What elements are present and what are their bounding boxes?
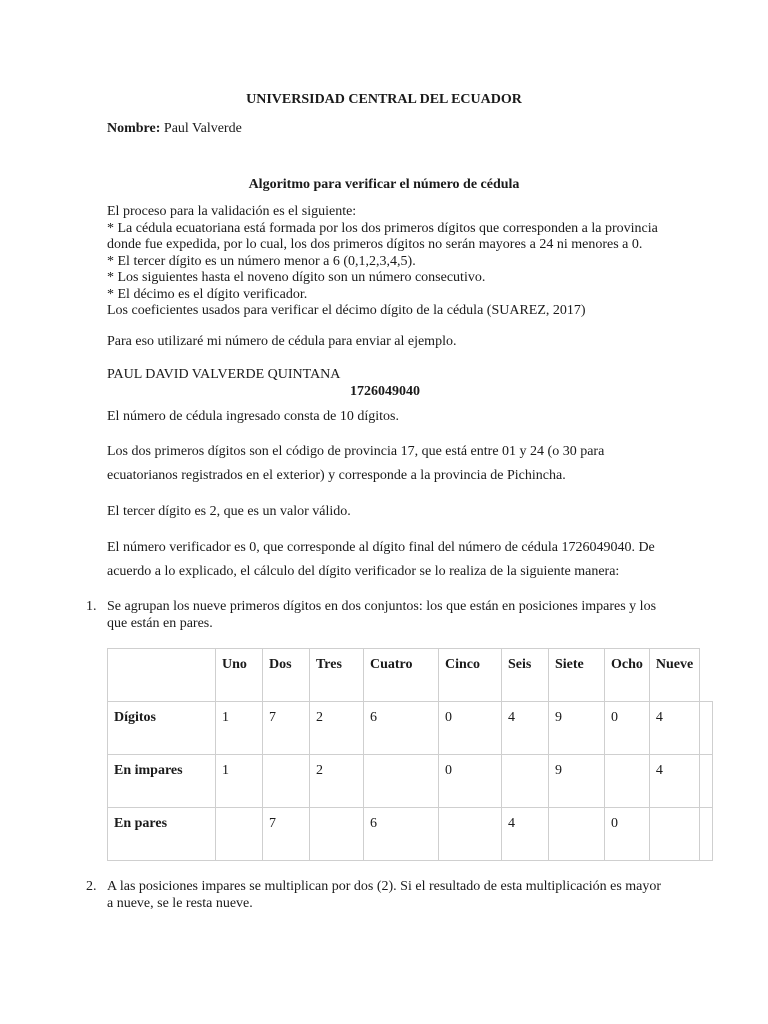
table-cell: 4 (649, 702, 699, 755)
id-number: 1726049040 (350, 384, 420, 399)
table-spacer-cell (700, 649, 713, 702)
list-item-text: a nueve, se le resta nueve. (107, 895, 253, 911)
table-cell (364, 755, 439, 808)
table-cell: 4 (649, 755, 699, 808)
row-label: En impares (108, 755, 216, 808)
table-spacer-cell (700, 755, 713, 808)
table-header-cell: Tres (310, 649, 364, 702)
table-cell: 4 (502, 702, 549, 755)
table-header-cell (108, 649, 216, 702)
table-header-cell: Siete (549, 649, 605, 702)
table-cell: 1 (216, 702, 263, 755)
paragraph-verifier: acuerdo a lo explicado, el cálculo del dígito verificador se lo realiza de la siguiente manera: (107, 564, 620, 579)
intro-line: * El décimo es el dígito verificador. (107, 286, 308, 302)
table-header-cell: Seis (502, 649, 549, 702)
table-cell (216, 808, 263, 861)
list-item-text: A las posiciones impares se multiplican por dos (2). Si el resultado de esta multiplicación es mayor (107, 879, 662, 894)
list-item-text: que están en pares. (107, 615, 213, 631)
paragraph-length: El número de cédula ingresado consta de 10 dígitos. (107, 409, 399, 424)
table-header-cell: Cinco (439, 649, 502, 702)
table-header-cell: Cuatro (364, 649, 439, 702)
table-cell (605, 755, 650, 808)
list-number: 2. (86, 879, 97, 894)
table-cell (502, 755, 549, 808)
paragraph-province: Los dos primeros dígitos son el código de provincia 17, que está entre 01 y 24 (o 30 para (107, 444, 605, 459)
row-label: Dígitos (108, 702, 216, 755)
example-intro: Para eso utilizaré mi número de cédula para enviar al ejemplo. (107, 334, 457, 349)
table-cell (310, 808, 364, 861)
row-label: En pares (108, 808, 216, 861)
table-cell: 0 (605, 702, 650, 755)
table-cell (549, 808, 605, 861)
list-number: 1. (86, 599, 97, 614)
name-line (107, 121, 242, 137)
name-label: Nombre: (107, 121, 161, 136)
table-row (108, 702, 713, 755)
table-cell: 7 (263, 808, 310, 861)
table-cell: 7 (263, 702, 310, 755)
intro-line: * El tercer dígito es un número menor a 6 (0,1,2,3,4,5). (107, 253, 416, 269)
table-cell: 1 (216, 755, 263, 808)
table-cell: 0 (439, 755, 502, 808)
intro-line: donde fue expedida, por lo cual, los dos primeros dígitos no serán mayores a 24 ni menores a 0. (107, 237, 643, 252)
table-cell: 4 (502, 808, 549, 861)
table-cell (649, 808, 699, 861)
paragraph-verifier: El número verificador es 0, que corresponde al dígito final del número de cédula 1726049040. De (107, 540, 655, 555)
table-cell: 9 (549, 702, 605, 755)
table-spacer-cell (700, 808, 713, 861)
name-value: Paul Valverde (160, 121, 242, 136)
table-cell: 2 (310, 702, 364, 755)
table-header-cell: Dos (263, 649, 310, 702)
table-cell (439, 808, 502, 861)
table-cell: 0 (439, 702, 502, 755)
table-spacer-cell (700, 702, 713, 755)
table-cell: 6 (364, 702, 439, 755)
table-cell: 0 (605, 808, 650, 861)
intro-line: * Los siguientes hasta el noveno dígito son un número consecutivo. (107, 270, 486, 285)
table-row (108, 755, 713, 808)
section-title: Algoritmo para verificar el número de cédula (248, 177, 520, 192)
intro-line: Los coeficientes usados para verificar el décimo dígito de la cédula (SUAREZ, 2017) (107, 303, 586, 318)
table-cell: 2 (310, 755, 364, 808)
table-header-cell: Uno (216, 649, 263, 702)
table-row (108, 808, 713, 861)
list-item-text: Se agrupan los nueve primeros dígitos en dos conjuntos: los que están en posiciones impares y los (107, 599, 657, 614)
university-title: UNIVERSIDAD CENTRAL DEL ECUADOR (246, 92, 522, 107)
table-cell: 9 (549, 755, 605, 808)
paragraph-third-digit: El tercer dígito es 2, que es un valor válido. (107, 504, 351, 519)
table-cell (263, 755, 310, 808)
person-name: PAUL DAVID VALVERDE QUINTANA (107, 367, 341, 382)
paragraph-province: ecuatorianos registrados en el exterior) y corresponde a la provincia de Pichincha. (107, 468, 566, 483)
table-header-row (108, 649, 713, 702)
table-cell: 6 (364, 808, 439, 861)
table-header-cell: Nueve (649, 649, 699, 702)
intro-line: * La cédula ecuatoriana está formada por los dos primeros dígitos que corresponden a la provincia (107, 220, 658, 236)
digits-table (107, 648, 713, 861)
table-header-cell: Ocho (605, 649, 650, 702)
intro-line: El proceso para la validación es el siguiente: (107, 204, 357, 219)
